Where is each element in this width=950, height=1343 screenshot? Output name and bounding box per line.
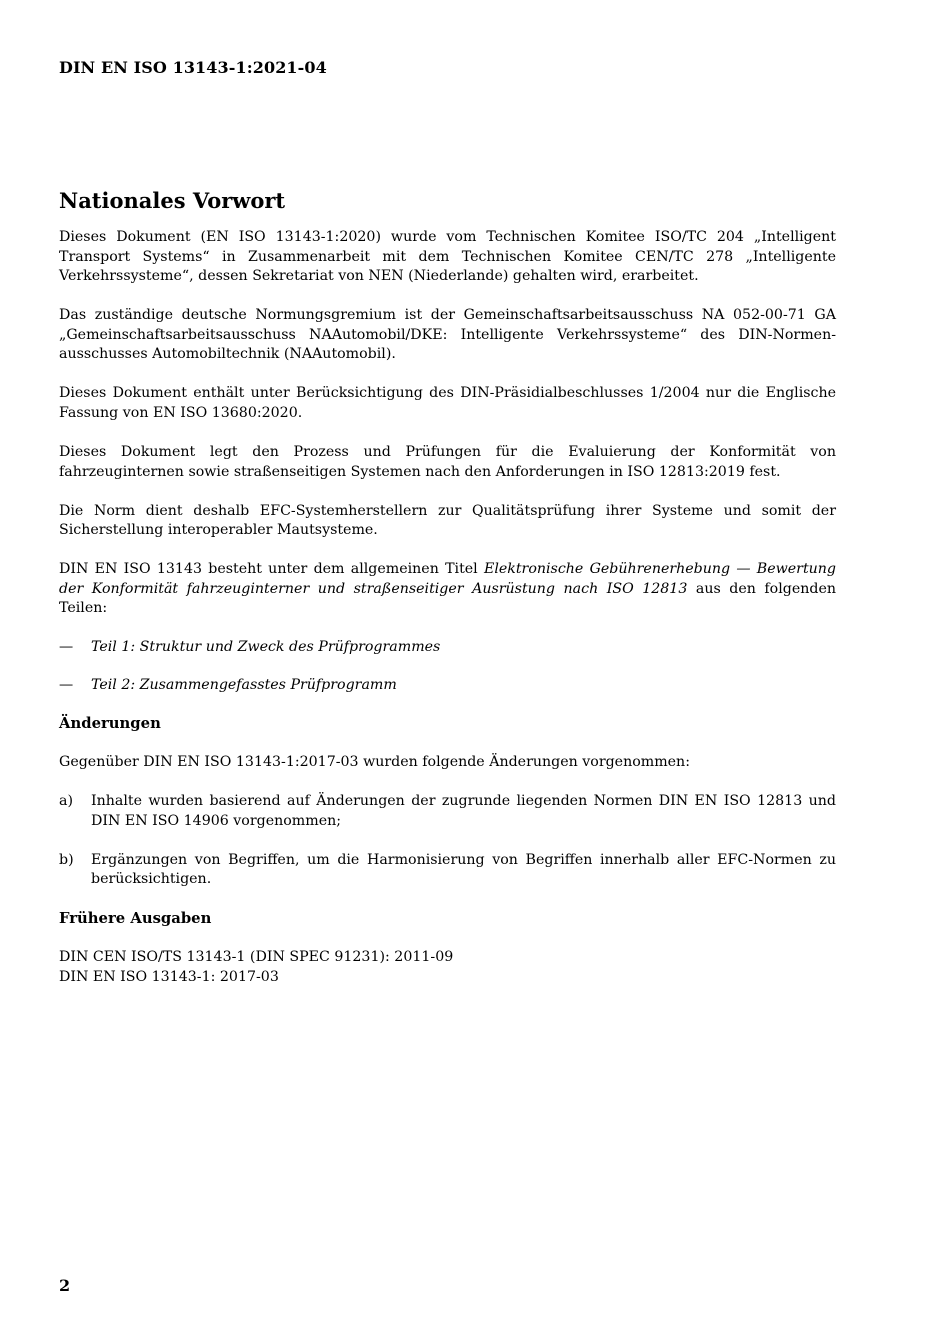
- change-list-item: [59, 851, 836, 890]
- previous-editions-heading: Frühere Ausgaben: [59, 910, 212, 928]
- list-marker: a): [59, 793, 73, 810]
- series-title: Elektronische Gebührenerhebung — Bewertung der Konformität fahrzeuginterner und straßenseitiger Ausrüstung nach ISO 12813: [59, 561, 836, 597]
- paragraph-committee: Dieses Dokument (EN ISO 13143-1:2020) wurde vom Technischen Komitee ISO/TC 204 „Intelligent Transport Systems“ in Zusammenarbeit mit dem Technischen Komitee CEN/TC 278 „Intelligente Verkehrssysteme“, dessen Sekretariat von NEN (Niederlande) gehalten wird, erarbeitet.: [59, 229, 836, 285]
- paragraph-scope: Dieses Dokument legt den Prozess und Prüfungen für die Evaluierung der Konformität von fahrzeuginternen sowie straßenseitigen Systemen nach den Anforderungen in ISO 12813:2019 fest.: [59, 443, 836, 480]
- previous-edition-line: DIN CEN ISO/TS 13143-1 (DIN SPEC 91231): 2011-09: [59, 949, 454, 966]
- part-list-item: [59, 676, 836, 696]
- changes-heading: Änderungen: [59, 715, 161, 733]
- series-prefix: DIN EN ISO 13143 besteht unter dem allgemeinen Titel: [59, 561, 484, 578]
- paragraph-standards-body: Das zuständige deutsche Normungsgremium ist der Gemeinschaftsarbeitsausschuss NA 052-00-71 GA „Gemeinschaftsarbeitsausschuss NAAutomobil/DKE: Intelligente Verkehrssysteme“ des DIN-Normenausschusses Automobiltechnik (NAAutomobil).: [59, 307, 836, 363]
- paragraph-purpose: Die Norm dient deshalb EFC-Systemherstellern zur Qualitätsprüfung ihrer Systeme und somit der Sicherstellung interoperabler Mautsysteme.: [59, 502, 836, 539]
- section-title: Nationales Vorwort: [59, 188, 286, 213]
- document-id-header: DIN EN ISO 13143-1:2021-04: [59, 58, 327, 77]
- page-content: [59, 186, 836, 988]
- change-list-item: [59, 792, 836, 831]
- part-list-item: [59, 638, 836, 658]
- change-text: Inhalte wurden basierend auf Änderungen der zugrunde liegenden Normen DIN EN ISO 12813 und DIN EN ISO 14906 vorgenommen;: [91, 793, 836, 829]
- part-title: Teil 1: Struktur und Zweck des Prüfprogrammes: [91, 639, 441, 656]
- list-marker: b): [59, 851, 74, 868]
- paragraph-language-version: Dieses Dokument enthält unter Berücksichtigung des DIN-Präsidialbeschlusses 1/2004 nur die Englische Fassung von EN ISO 13680:2020.: [59, 385, 836, 421]
- part-title: Teil 2: Zusammengefasstes Prüfprogramm: [91, 677, 397, 694]
- change-text: Ergänzungen von Begriffen, um die Harmonisierung von Begriffen innerhalb aller EFC-Normen zu berücksichtigen.: [91, 851, 836, 888]
- page-number: 2: [59, 1276, 71, 1295]
- dash-marker: —: [59, 677, 74, 694]
- dash-marker: —: [59, 639, 74, 656]
- paragraph-series: [59, 560, 836, 619]
- series-suffix: aus den folgenden Teilen:: [59, 580, 836, 617]
- previous-edition-line: DIN EN ISO 13143-1: 2017-03: [59, 968, 279, 985]
- changes-intro: Gegenüber DIN EN ISO 13143-1:2017-03 wurden folgende Änderungen vorgenommen:: [59, 754, 690, 771]
